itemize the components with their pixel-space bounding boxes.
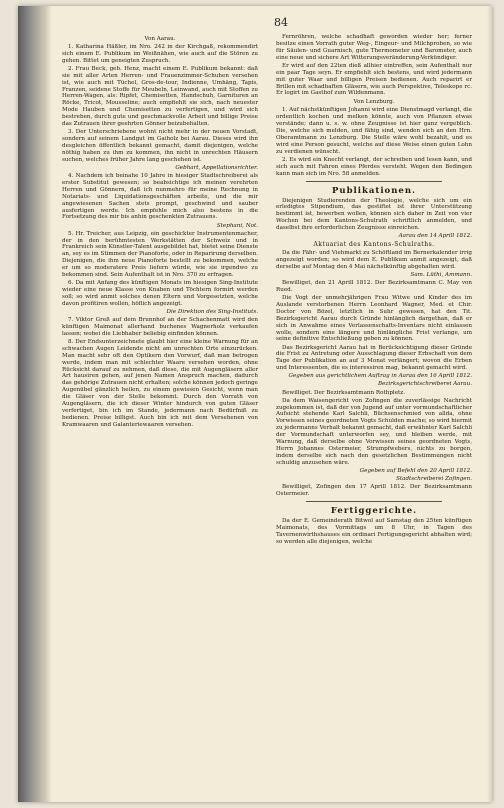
notice-paragraph: Bewilliget. Der Bezirksamtmann Rothpletz. bbox=[282, 389, 405, 396]
notice-paragraph: 7. Viktor Greß auf dem Brunnhof an der Schachenmatt wird den künftigen Maimonat allerhand buchenes Wagnerholz verkaufen lassen; wobei die Liebhaber beliebig einfinden können. bbox=[62, 317, 258, 337]
section-title: Publikationen. bbox=[332, 185, 416, 196]
notice-paragraph: Bewilliget, Zofingen den 17 Aprill 1812. Der Bezirksamtmann Ostermeier. bbox=[276, 484, 472, 497]
page-number: 84 bbox=[274, 16, 288, 29]
right-column bbox=[276, 34, 472, 547]
left-column bbox=[62, 34, 258, 430]
section-rule bbox=[306, 501, 442, 502]
notice-paragraph: 1. Katharina Häßler, im Nro. 242 in der Kirchgaß, rekommendirt sich einem E. Publikum im Weißnähen, wie auch auf die Stören zu gehen. Bittet um geneigten Zuspruch. bbox=[62, 43, 258, 64]
section-heading: Von Aarau. bbox=[144, 36, 176, 42]
notice-paragraph: Diejenigen Studierenden der Theologie, welche sich um ein erledigtes Stipendium, das gestiftet ist ihrer Unterstützung bestimmt ist, bewerben wollen, können sich daher in Zeit von vier Wochen bei dem Kantons-Schulrath schriftlich anmelden, und daselbst ihre erforderlichen Zeugnisse einreichen. bbox=[276, 197, 472, 232]
newspaper-page bbox=[18, 6, 492, 802]
subheading: Aktuariat des Kantons-Schulraths. bbox=[313, 241, 435, 249]
signature-line: Gebhart, Appellationsrichter. bbox=[175, 164, 258, 171]
notice-paragraph: 5. Hr. Treicher, aus Leipzig, ein geschickter Instrumentenmacher, der in den berühmtesten Werkstätten der Schweiz und in Frankreich sein Künstler-Talent ausgebildet hat, bietet seine Dienste an, sey es im Stimmen der Pianoforte, oder in Reparirung derselben. Diejenigen, die ihm neue Pianoforte bestellt zu bekommen, welche er um so moderatere Preis liefern würde, wie sie irgendwo zu bekommen sind. Sein Aufenthalt ist in Nro. 370 zu erfragen. bbox=[62, 230, 258, 279]
signature-line: Sam. Lüthi, Ammann. bbox=[410, 271, 472, 278]
signature-line: Stadtschreiberei Zofingen. bbox=[396, 476, 472, 482]
signature-line: Gegeben aus gerichtlichem Auftrag in Aarau den 16 Aprill 1812. bbox=[288, 373, 472, 380]
signature-line: Die Direktion des Sing-Instituts. bbox=[166, 308, 258, 315]
signature-line: Stephani, Not. bbox=[216, 222, 258, 229]
notice-paragraph: 8. Der Endsunterzeichnete glaubt hier eine kleine Warnung für an schwachen Augen Leidende nicht am unrechten Orte einzurücken. Man macht sehr oft den Optikern den Vorwurf, daß man betrogen werde, indem man mit schlechter Waare versehen worden, ohne Rücksicht darauf zu nehmen, daß diese, die mit Augengläsern aller Art hausiren gehen, auf jenen Namen Anspruch machen, dadurch das gehörige Zutrauen nicht erhalten; solche können jedoch geringe Augenübel gänzlich heilen, zu einem gewissen Gesicht, wenn man die Gläser von der Stelle bekommt. Durch den Vorrath von Augengläsern, die ich dieser Winter hindurch von guten Gläser verfertiget, bin ich im Stande, jedermann nach Bedürfniß zu bedienen. Preise billigst. Auch bin ich mit dem Versehenen von Kramwaaren und Galanteriewaaren versehen. bbox=[62, 338, 258, 428]
notice-paragraph: 3. Der Unterschriebene wohnt nicht mehr in der neuen Vorstadt, sondern auf seinem Landgut im Gaiholz bei Aarau. Dieses wird ihn desgleichen öffentlich bekannt gemacht, damit diejenigen, welche nöthig haben zu ihm zu kommen, ihn nicht in unrechten Häusern suchen, welches früher Jahre lang geschehen ist. bbox=[62, 129, 258, 163]
signature-line: Bezirksgerichtschreiberei Aarau. bbox=[377, 381, 472, 388]
section-title: Fertiggerichte. bbox=[330, 505, 418, 516]
notice-paragraph: 6. Da mit Anfang des künftigen Monats im hiesigen Sing-Institute wieder eine neue Klasse von Knaben und Töchtern formirt werden soll; so wird anmit solches denen Eltern und Vorgesetzten, welche davon profitiren wollen, höflich angezeigt. bbox=[62, 280, 258, 307]
notice-paragraph: 1. Auf nächstkünftigen Johanni wird eine Dienstmagd verlangt, die ordentlich kochen und melken könnte, auch von Pflanzen etwas verstände; dann u. s. w. ohne Zeugnisse ist hier ganz vergeblich. Die, welche sich melden, und fähig sind, wenden sich an den Hrn. Oberamtmann zu Lenzburg. Die Stelle wäre wohl bezahlt, und es wird eine Person gesucht, welche auf diese Weise einen guten Lohn zu verdienen wünscht. bbox=[276, 107, 472, 155]
notice-paragraph: 4. Nachdem ich beinahe 10 Jahre in hiesiger Stadtschreiberei als erster Substitut gewesen; so beabsichtige ich meinen verehrten Herren und Gönnern, daß ich nunmehro für meine Rechnung in Notariats- und Liquidationsgeschäften arbeite, und die mir angewiesenen Sachen stets prompt, geschwind und sauber ausfertigen werde. Ich empfehle mich also bestens in die Fortsetzung des mir bis anhin geschenkten Zutrauens. bbox=[62, 172, 258, 221]
signature-line: Gegeben auf Befehl den 20 Aprill 1812. bbox=[359, 467, 472, 474]
notice-paragraph: Da die Fähr- und Viehmarkt zu Schöftland im Bernerkalender irrig angezeigt worden; so wird dem E. Publikum anmit angezeigt, daß derselbe auf Montag den 4 Mai nächstkünftig abgehalten wird. bbox=[276, 250, 472, 270]
signature-line: Aarau den 14 Aprill 1812. bbox=[398, 233, 472, 240]
notice-paragraph: Er wird auf den 22ten dieß allhier eintreffen, sein Aufenthalt nur ein paar Tage seyn. Er empfiehlt sich bestens, und wird jedermann mit guter Waar und billigen Preisen bedienen. Auch reparirt er Brillen mit schadhaften Gläsern, wie auch Perspektive, Teleskope rc. Er logirt im Gasthof zum Wildenmann. bbox=[276, 62, 472, 97]
section-rule bbox=[306, 181, 442, 182]
binding-gutter bbox=[18, 6, 52, 802]
notice-paragraph: Das Bezirksgericht Aarau hat in Berücksichtigung dieser Gründe die Frist zu Antretung oder Ausschlagung dieser Erbschaft von dem Tage der Publikation an auf 3 Monat verlängert; wovon die Erben und Interessenten, die es interessiren mag, bekannt gemacht wird. bbox=[276, 344, 472, 372]
notice-paragraph: Da dem Waisengericht von Zofingen die zuverlässige Nachricht zugekommen ist, daß der von Jugend auf unter vormundschaftlicher Aufsicht stehende Karl Salchli, Büchsenschmied von allda, ohne Vorwissen seines geordneten Vogts Schulden mache; so wird hiermit zu jedermanns Verhalt bekannt gemacht, daß erwähnter Karl Salchli der Vormundschaft unterworfen sey, und bleiben werde, mit Warnung, daß derselbe ohne Vorwissen seines geordneten Vogts, Herrn Johannes Ostermeier, Strumpfwebers, nichts zu borgen, indem derselbe sich nach den gesetzlichen Bestimmungen nicht schuldig anzusehen wäre. bbox=[276, 397, 472, 466]
notice-paragraph: 2. Es wird ein Knecht verlangt, der schreiben und lesen kann, und sich auch mit Fahren eines Pferdes versteht. Wegen den Bedingen kann man sich im Nro. 58 anmelden. bbox=[276, 156, 472, 177]
page-edge bbox=[487, 6, 492, 802]
section-heading: Von Lenzburg. bbox=[353, 99, 395, 106]
notice-paragraph: 2. Frau Beck, geb. Henz, macht einem E. Publikum bekannt: daß sie mit aller Arten Herren- und Frauenzimmer-Schuhen versehen ist, wie auch mit Tüchel, Gros-de-tour, Indienne, Umhäng, Tapis, Franzen, seidene Stoffe für Meubeln, Leinwand, auch mit Stoffen zu Herren-Wagen, als: Ripfet, Chemisetten, Handschuh, Garnituren an Röcke, Tricot, Mousseline; auch empfiehlt sie sich, nach neuester Mode Hauben und Chemisetten zu verfertigen, und wird sich bestreben, durch gute und geschmackvolle Arbeit und billige Preise das Zutrauen ihrer geehrten Gönner beizubehalten. bbox=[62, 65, 258, 128]
notice-paragraph: Die Vogt der unmehrjährigen Frau Witwe und Kinder des im Auslande verstorbenen Herrn Leonhard Wagner, Med. et Chir. Doctor von Bözel, letztlich in Suhr gewesen, hat den Tit. Bezirksgericht Aarau durch Gründe hinlänglich dargethan, daß er sich in Anwahme eines Verlassenschafts-Inventars nicht einlassen wolle, sondern eine längere und hinlängliche Frist verlange, um seine definitive Entschließung geben zu können. bbox=[276, 295, 472, 343]
notice-paragraph: Da der E. Gemeinderath Bitwol auf Samstag den 25ten künftigen Maimonats, des Vormittags um 8 Uhr, in Tagen des Tavernenwirthshauses ein ordinari Fertigungsgericht abhalten wird; so werden alle diejenigen, welche bbox=[276, 517, 472, 545]
notice-paragraph: Fernröhren, welche schadhaft geworden wieder her; ferner besitze einen Vorrath guter Weg-, Eingeur- und Milchproben, so wie für Säulen- und Guarnisch, gute Thermometer und Barometer, auch eine neue und sichere Art Witterungsveränderung-Verkündiger. bbox=[276, 34, 472, 61]
notice-paragraph: Bewilliget, den 21 Aprill 1812. Der Bezirksamtmann C. May von Rued. bbox=[276, 280, 472, 293]
